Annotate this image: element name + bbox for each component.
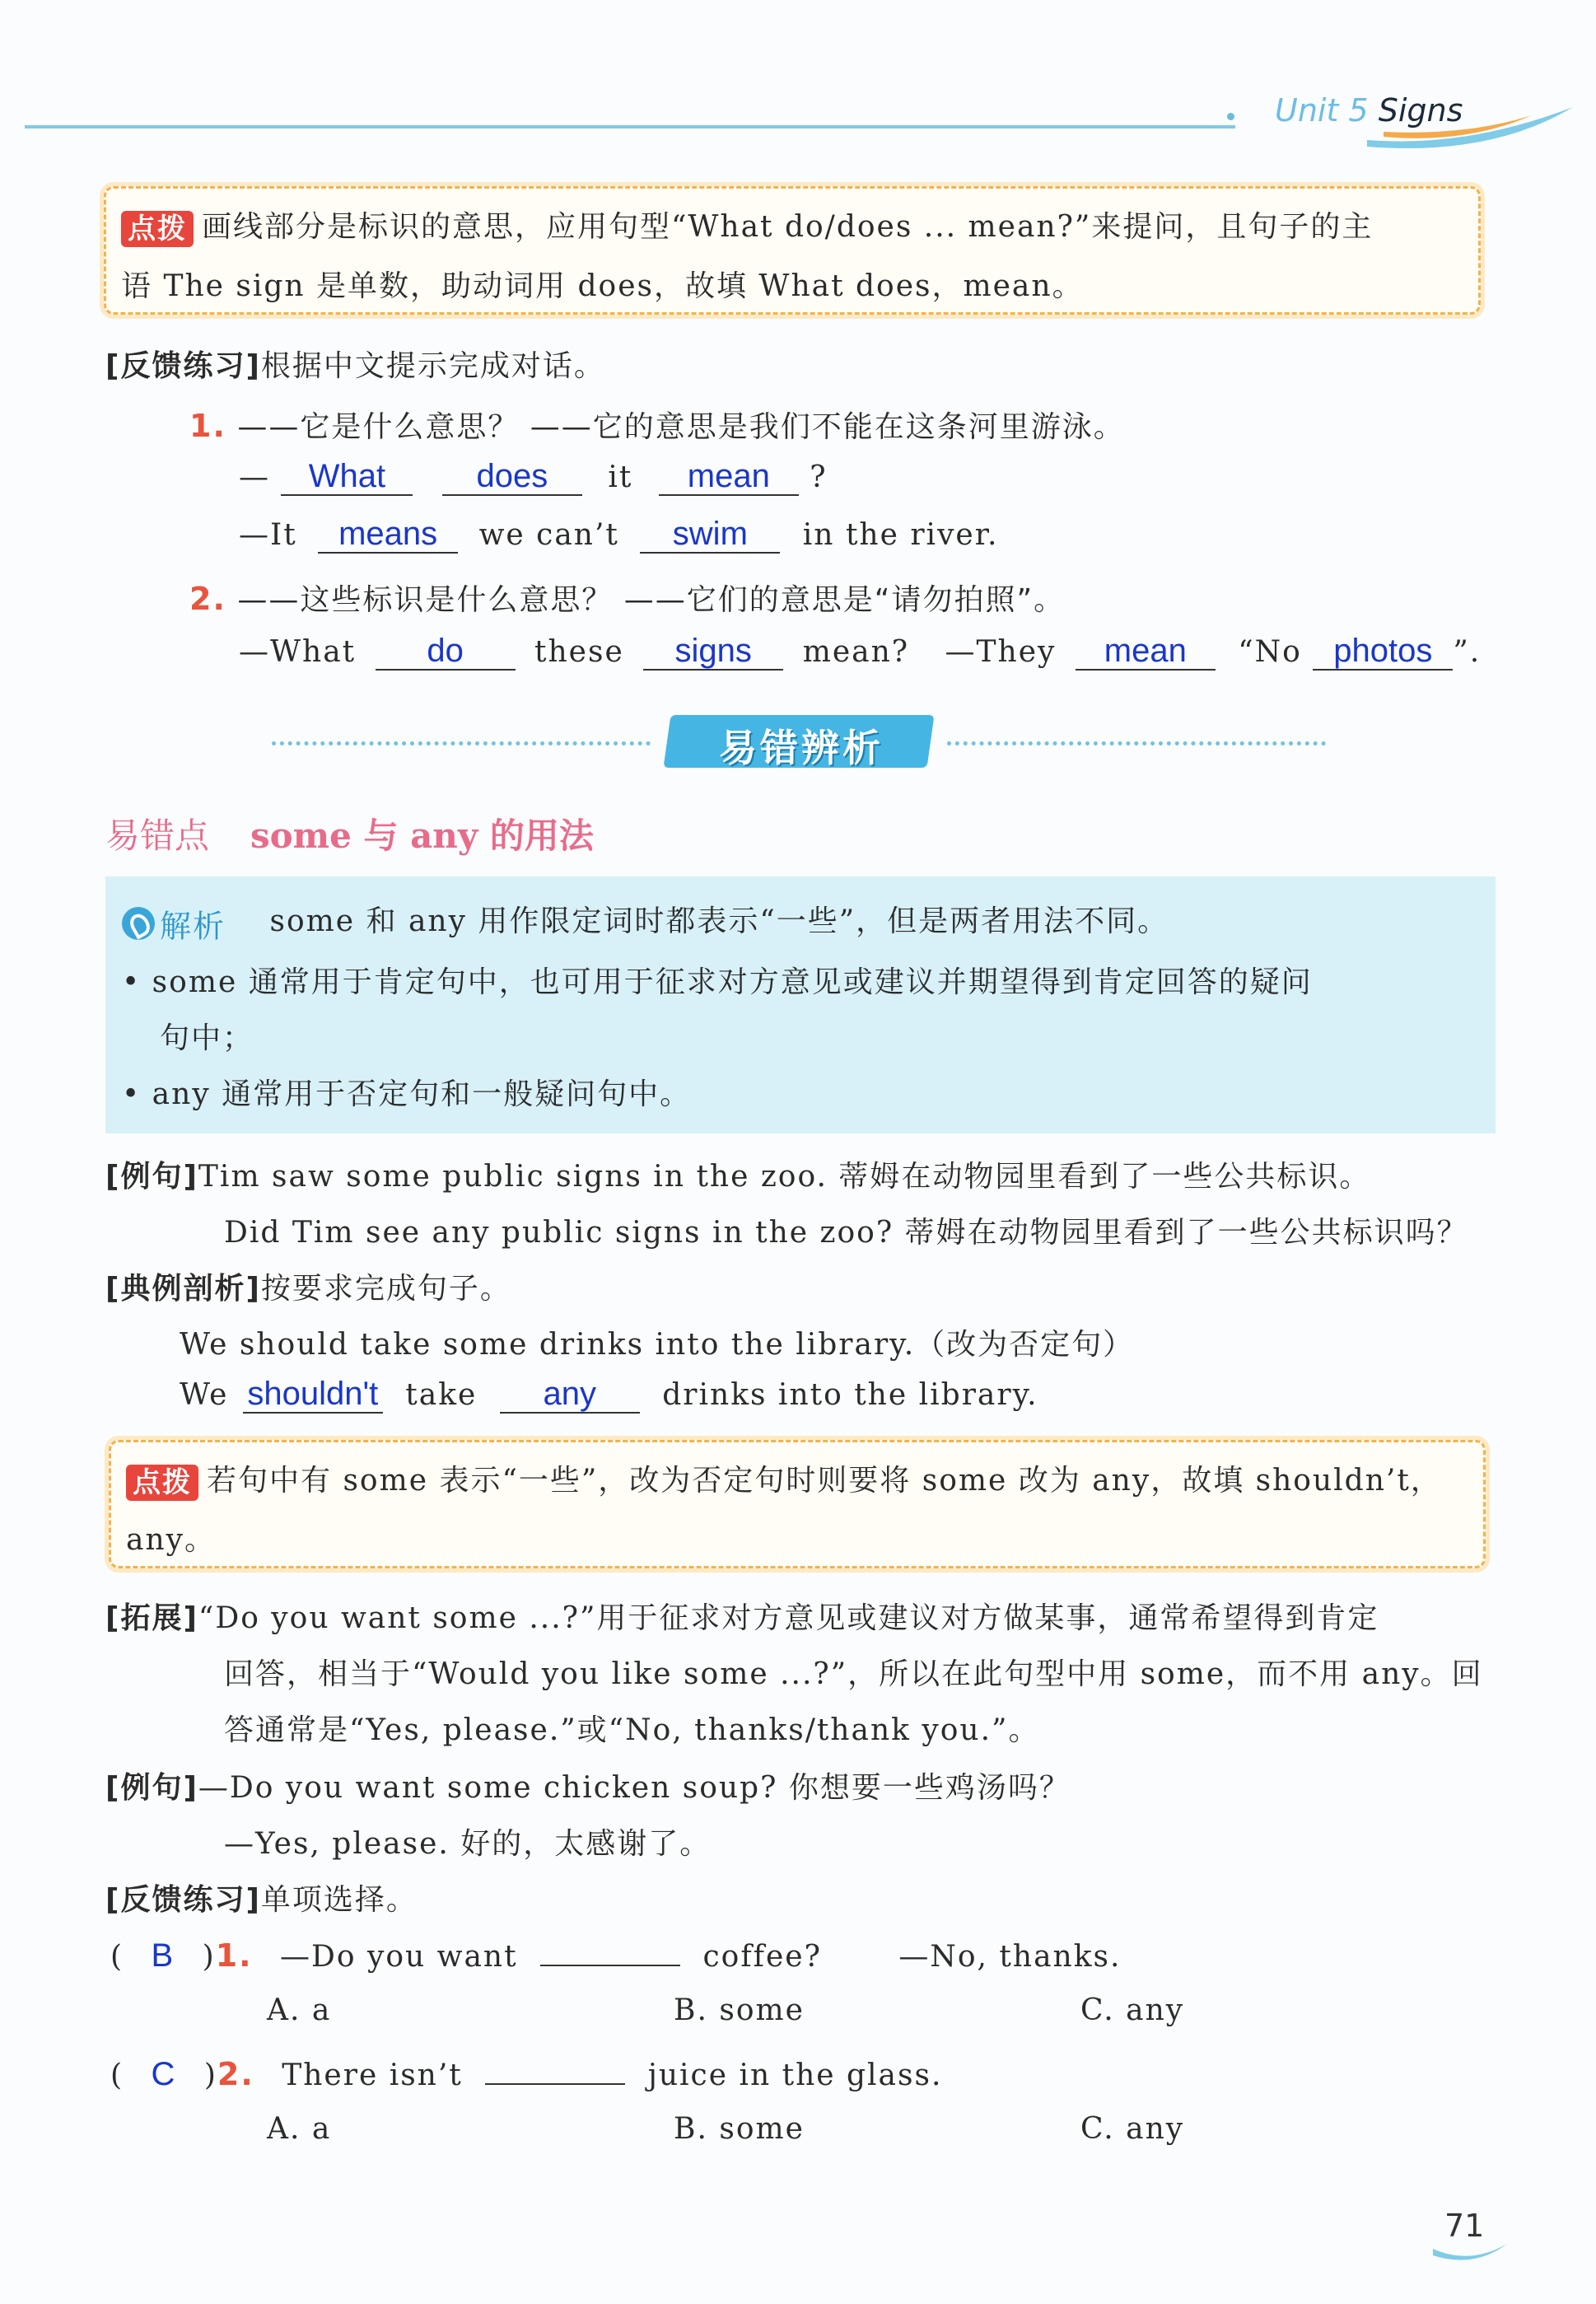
tip-text: any。: [126, 1523, 216, 1557]
section-title: 易错辨析: [719, 726, 884, 770]
analysis-label: 解析: [160, 908, 226, 945]
analysis-icon: [122, 907, 155, 940]
page-swoosh-icon: [1433, 2241, 1507, 2265]
answer-blank: photos: [1313, 633, 1453, 671]
section-divider-left: [272, 741, 651, 745]
mc-option-a: A. a: [267, 1993, 332, 2027]
tip-box-2: [109, 1440, 1486, 1568]
header-swoosh-icon: [1367, 99, 1581, 157]
mc-option-c: C. any: [1080, 2112, 1185, 2146]
answer-blank: means: [318, 516, 458, 554]
tip-text: 若句中有 some 表示“一些”，改为否定句时则要将 some 改为 any，故填 shouldn’t，: [207, 1464, 1442, 1498]
mc-answer: C: [151, 2056, 177, 2092]
answer-blank: [485, 2083, 625, 2085]
mc-option-c: C. any: [1080, 1993, 1185, 2027]
section-divider-right: [947, 741, 1326, 745]
header-dot: [1227, 113, 1234, 120]
answer-blank: signs: [643, 633, 783, 671]
answer-blank: [540, 1965, 680, 1966]
mc-question-1: ( B )1. —Do you want coffee? —No, thanks.: [110, 1937, 1122, 1974]
example-line: [例句]—Do you want some chicken soup? 你想要一些鸡汤吗？: [105, 1771, 1071, 1805]
typical-sentence: We should take some drinks into the library.（改为否定句）: [180, 1328, 1135, 1362]
feedback-heading: [反馈练习]根据中文提示完成对话。: [105, 349, 605, 383]
answer-blank: swim: [640, 516, 780, 554]
mc-answer: B: [151, 1937, 175, 1974]
tip-box-1: [104, 186, 1481, 315]
answer-blank: shouldn't: [243, 1376, 383, 1414]
header-topic: Signs: [1378, 92, 1463, 129]
typical-answer-line: We shouldn't take any drinks into the library.: [180, 1376, 1038, 1412]
example-line: [例句]Tim saw some public signs in the zoo. 蒂姆在动物园里看到了一些公共标识。: [105, 1160, 1371, 1194]
tip-text: 语 The sign 是单数，助动词用 does，故填 What does，mean。: [121, 269, 1084, 303]
analysis-text: • some 通常用于肯定句中，也可用于征求对方意见或建议并期望得到肯定回答的疑问: [122, 965, 1313, 999]
feedback-heading: [反馈练习]单项选择。: [105, 1883, 418, 1917]
analysis-text: some 和 any 用作限定词时都表示“一些”，但是两者用法不同。: [269, 904, 1169, 938]
example-line: —Yes, please. 好的，太感谢了。: [224, 1827, 712, 1861]
expand-line: 答通常是“Yes, please.”或“No, thanks/thank you.”。: [224, 1713, 1040, 1747]
answer-blank: mean: [659, 458, 799, 496]
mc-question-2: ( C )2. There isn’t juice in the glass.: [110, 2056, 943, 2092]
expand-line: [拓展]“Do you want some ...?”用于征求对方意见或建议对方做某事，通常希望得到肯定: [105, 1601, 1379, 1635]
error-point-heading: 易错点 some 与 any 的用法: [105, 816, 594, 856]
analysis-box: [105, 876, 1496, 1133]
question-2-cn: 2. ——这些标识是什么意思？ ——它们的意思是“请勿拍照”。: [189, 581, 1066, 617]
header-rule: [25, 125, 1235, 129]
analysis-text: 句中；: [160, 1021, 254, 1055]
mc-option-b: B. some: [674, 2112, 805, 2146]
question-1-line-1: — What does it mean ?: [239, 458, 828, 494]
header-unit: Unit 5 Signs: [1275, 92, 1463, 129]
expand-line: 回答，相当于“Would you like some ...?”，所以在此句型中用 some，而不用 any。回: [224, 1657, 1483, 1691]
tip-tag: 点拨: [126, 1465, 198, 1501]
tip-tag: 点拨: [121, 211, 194, 247]
mc-option-a: A. a: [267, 2112, 332, 2146]
answer-blank: mean: [1076, 633, 1216, 671]
typical-heading: [典例剖析]按要求完成句子。: [105, 1272, 511, 1306]
answer-blank: What: [281, 458, 413, 496]
mc-option-b: B. some: [674, 1993, 805, 2027]
answer-blank: any: [500, 1376, 640, 1414]
answer-blank: does: [442, 458, 582, 496]
tip-text: 画线部分是标识的意思，应用句型“What do/does ... mean?”来提问，且句子的主: [202, 210, 1374, 244]
question-1-line-2: —It means we can’t swim in the river.: [239, 516, 999, 552]
page-number: 71: [1444, 2208, 1485, 2244]
analysis-text: • any 通常用于否定句和一般疑问句中。: [122, 1077, 692, 1111]
question-2-line: —What do these signs mean? —They mean “No photos ”.: [239, 633, 1482, 669]
question-1-cn: 1. ——它是什么意思？ ——它的意思是我们不能在这条河里游泳。: [189, 408, 1125, 444]
answer-blank: do: [376, 633, 516, 671]
example-line: Did Tim see any public signs in the zoo? 蒂姆在动物园里看到了一些公共标识吗？: [224, 1216, 1468, 1250]
